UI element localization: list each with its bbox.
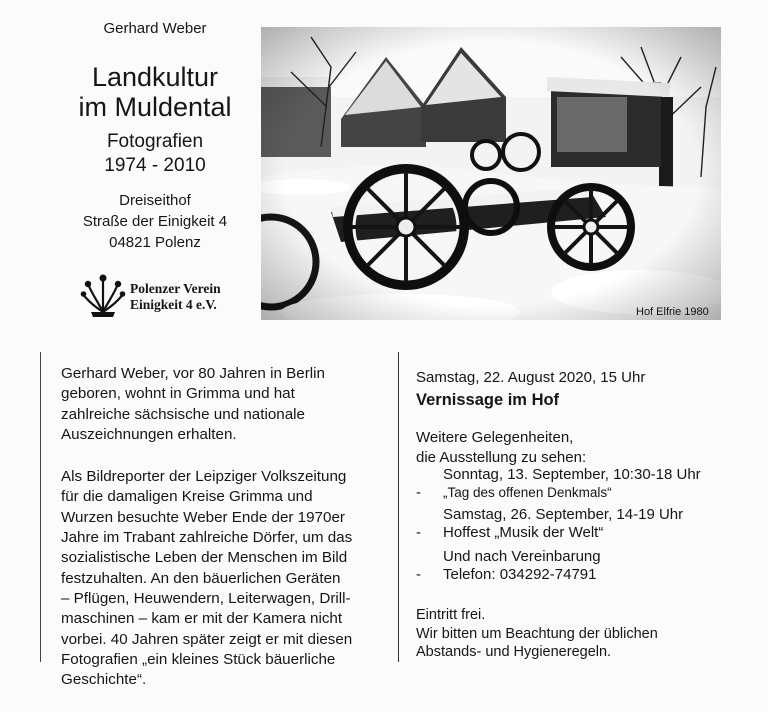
event-title: „Tag des offenen Denkmals“ <box>443 485 612 500</box>
more-dates-intro <box>416 428 746 468</box>
ornament-icon <box>80 272 126 318</box>
vernissage-heading: Vernissage im Hof <box>416 391 560 409</box>
intro-line: Weitere Gelegenheiten, <box>416 429 574 446</box>
venue-line: Dreiseithof <box>119 192 191 209</box>
title-line: Landkultur <box>91 62 219 92</box>
bio-line: zahlreiche sächsische und nationale <box>61 405 306 423</box>
event-date: Samstag, 26. September, 14-19 Uhr <box>443 506 684 523</box>
venue-line: 04821 Polenz <box>109 234 201 251</box>
club-logo <box>80 272 250 322</box>
fold-line <box>40 352 41 662</box>
bio-line: geboren, wohnt in Grimma und hat <box>61 385 295 403</box>
exhibition-title <box>50 62 260 122</box>
bio-line: Als Bildreporter der Leipziger Volkszeitung <box>61 468 347 486</box>
event-date: Und nach Vereinbarung <box>443 548 601 565</box>
bio-line: Jahre im Trabant zahlreiche Dörfer, um das <box>61 529 353 547</box>
bio-line: vorbei. 40 Jahren später zeigt er mit diesen <box>61 630 353 648</box>
bio-line: Wurzen besuchte Weber Ende der 1970er <box>61 508 345 526</box>
bio-line: festzuhalten. An den bäuerlichen Geräten <box>61 569 341 587</box>
bio-paragraph <box>61 364 391 445</box>
event-phone: Telefon: 034292-74791 <box>443 566 597 583</box>
bio-text <box>61 364 391 712</box>
title-line: im Muldental <box>78 92 232 122</box>
bio-line: Gerhard Weber, vor 80 Jahren in Berlin <box>61 365 325 382</box>
logo-line: Einigkeit 4 e.V. <box>130 297 217 312</box>
intro-line: die Ausstellung zu sehen: <box>416 449 587 466</box>
column-divider <box>398 352 399 662</box>
subtitle-line: Fotografien <box>106 131 204 152</box>
bio-line: maschinen – kam er mit der Kamera nicht <box>61 610 343 628</box>
bio-line: Auszeichnungen erhalten. <box>61 425 237 443</box>
hygiene-line: Wir bitten um Beachtung der üblichen <box>416 625 658 642</box>
exhibition-subtitle <box>60 130 250 178</box>
entry-free: Eintritt frei. <box>416 607 486 623</box>
logo-line: Polenzer Verein <box>130 281 221 296</box>
logo-text <box>130 281 221 313</box>
venue-line: Straße der Einigkeit 4 <box>82 213 228 230</box>
list-dash: - <box>416 524 421 541</box>
venue-address <box>60 190 250 253</box>
event-item <box>416 506 746 542</box>
bio-line: Geschichte“. <box>61 671 147 689</box>
bio-line: – Pflügen, Heuwendern, Leiterwagen, Drill- <box>61 589 351 607</box>
author-name: Gerhard Weber <box>103 20 207 37</box>
event-date: Sonntag, 13. September, 10:30-18 Uhr <box>443 466 701 483</box>
admission-note <box>416 606 746 662</box>
photo-snowy-farmyard <box>261 27 721 320</box>
list-dash: - <box>416 484 421 501</box>
opening-date: Samstag, 22. August 2020, 15 Uhr <box>416 369 646 386</box>
list-dash: - <box>416 566 421 583</box>
event-item <box>416 466 746 502</box>
photo-caption: Hof Elfrie 1980 <box>636 306 709 318</box>
hygiene-line: Abstands- und Hygieneregeln. <box>416 644 612 660</box>
event-title: Hoffest „Musik der Welt“ <box>443 524 604 541</box>
bio-line: für die damaligen Kreise Grimma und <box>61 488 313 506</box>
bio-line: sozialistische Leben der Menschen im Bild <box>61 549 348 567</box>
bio-paragraph <box>61 467 391 690</box>
event-info <box>416 368 746 468</box>
event-list <box>416 466 746 588</box>
event-item <box>416 548 746 584</box>
subtitle-line: 1974 - 2010 <box>104 155 206 176</box>
bio-line: Fotografien „ein kleines Stück bäuerliche <box>61 650 336 668</box>
